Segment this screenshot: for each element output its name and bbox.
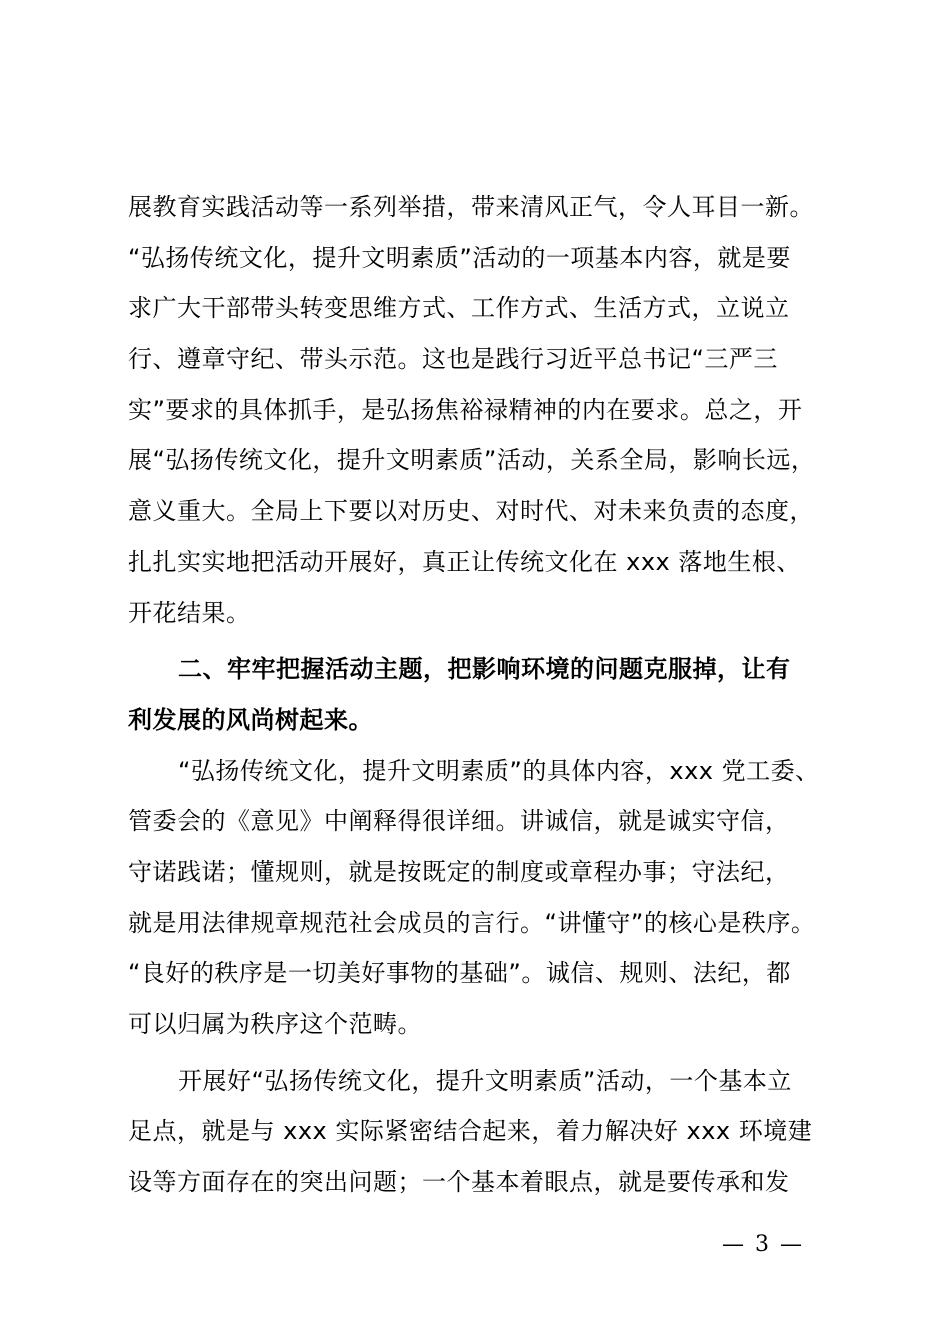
text-line: 守诺践诺；懂规则，就是按既定的制度或章程办事；守法纪，: [128, 857, 790, 886]
text-line: 实”要求的具体抓手，是弘扬焦裕禄精神的内在要求。总之，开: [128, 395, 803, 424]
paragraph: [128, 1056, 858, 1208]
text-line: 开花结果。: [128, 598, 251, 627]
heading-line: 利发展的风尚树起来。: [128, 705, 373, 734]
document-body: [128, 182, 858, 1208]
text-line: 意义重大。全局上下要以对历史、对时代、对未来负责的态度，: [128, 497, 814, 526]
text-line: 管委会的《意见》中阐释得很详细。讲诚信，就是诚实守信，: [128, 807, 790, 836]
text-line: 扎扎实实地把活动开展好，真正让传统文化在 xxx 落地生根、: [128, 547, 801, 576]
section-heading: [128, 644, 858, 745]
text-line: 足点，就是与 xxx 实际紧密结合起来，着力解决好 xxx 环境建: [128, 1117, 813, 1146]
heading-line: 二、牢牢把握活动主题，把影响环境的问题克服掉，让有: [178, 655, 791, 684]
text-line: 可以归属为秩序这个范畴。: [128, 1010, 422, 1038]
text-line: “弘扬传统文化，提升文明素质”的具体内容，xxx 党工委、: [178, 756, 820, 785]
paragraph-continued: [128, 182, 858, 638]
page-number: — 3 —: [722, 1232, 804, 1257]
text-line: 展教育实践活动等一系列举措，带来清风正气，令人耳目一新。: [128, 193, 814, 221]
paragraph: [128, 746, 858, 1050]
text-line: 就是用法律规章规范社会成员的言行。“讲懂守”的核心是秩序。: [128, 908, 816, 937]
text-line: 求广大干部带头转变思维方式、工作方式、生活方式，立说立: [128, 294, 790, 323]
text-line: 设等方面存在的突出问题；一个基本着眼点，就是要传承和发: [128, 1168, 790, 1197]
text-line: “弘扬传统文化，提升文明素质”活动的一项基本内容，就是要: [128, 243, 791, 272]
text-line: “良好的秩序是一切美好事物的基础”。诚信、规则、法纪，都: [128, 959, 791, 988]
text-line: 行、遵章守纪、带头示范。这也是践行习近平总书记“三严三: [128, 345, 778, 374]
text-line: 展“弘扬传统文化，提升文明素质”活动，关系全局，影响长远，: [128, 446, 816, 475]
text-line: 开展好“弘扬传统文化，提升文明素质”活动，一个基本立: [178, 1066, 792, 1095]
